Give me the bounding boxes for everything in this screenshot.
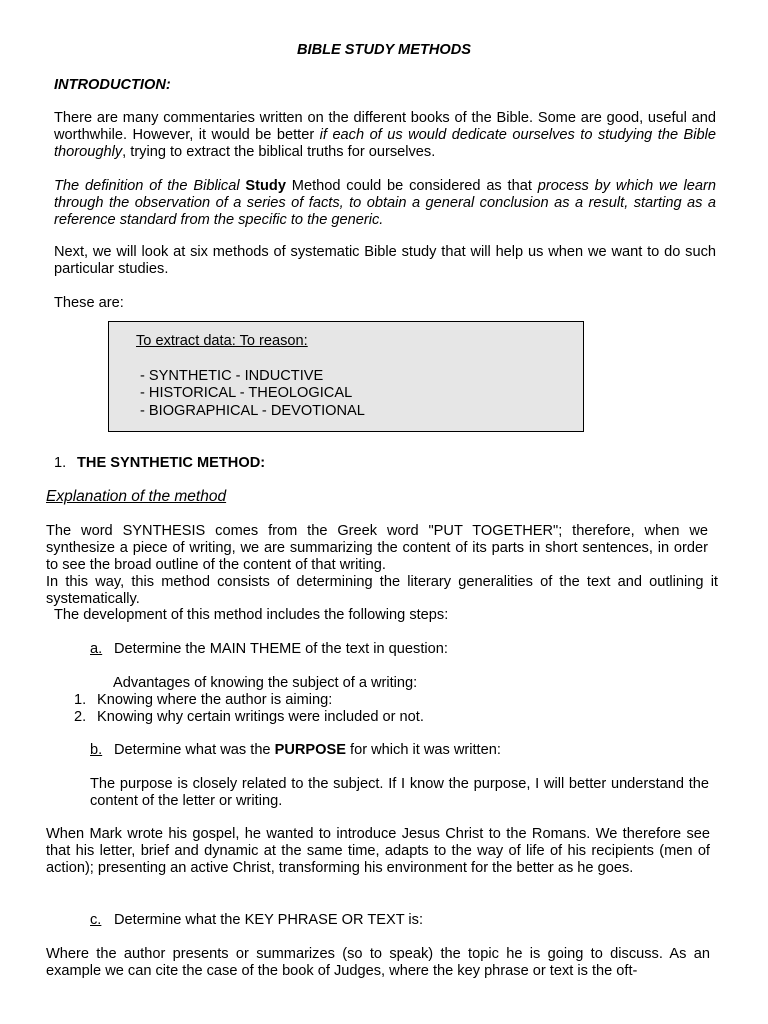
key-phrase-paragraph: Where the author presents or summarizes (so to speak) the topic he is going to discuss. As an example we can cite the case of the book of Judges, where the key phrase or text is the oft- xyxy=(46,946,710,979)
list-item: 1. Knowing where the author is aiming: xyxy=(74,692,333,708)
purpose-paragraph: The purpose is closely related to the subject. If I know the purpose, I will better understand the content of the letter or writing. xyxy=(90,776,709,809)
intro-paragraph-2: The definition of the Biblical Study Method could be considered as that process by which we learn through the observation of a series of facts, to obtain a general conclusion as a result, starting as a reference standard from the specific to the generic. xyxy=(54,178,716,228)
methods-box-item: - HISTORICAL - THEOLOGICAL xyxy=(140,385,353,401)
methods-box-title: To extract data: To reason: xyxy=(136,333,308,349)
methods-box xyxy=(108,321,584,432)
introduction-heading: INTRODUCTION: xyxy=(54,77,171,93)
document-title: BIBLE STUDY METHODS xyxy=(296,42,472,58)
explanation-heading: Explanation of the method xyxy=(46,488,227,505)
step-a: a. Determine the MAIN THEME of the text in question: xyxy=(90,641,448,657)
intro-paragraph-3: Next, we will look at six methods of systematic Bible study that will help us when we want to do such particular studies. xyxy=(54,244,716,277)
step-c: c. Determine what the KEY PHRASE OR TEXT is: xyxy=(90,912,424,928)
list-item: 2. Knowing why certain writings were included or not. xyxy=(74,709,424,725)
section-1-heading: 1. THE SYNTHETIC METHOD: xyxy=(54,455,266,471)
step-b: b. Determine what was the PURPOSE for which it was written: xyxy=(90,742,501,758)
mark-paragraph: When Mark wrote his gospel, he wanted to introduce Jesus Christ to the Romans. We therefore see that his letter, brief and dynamic at the same time, adapts to the way of life of his recipients (men of action); presenting an active Christ, transforming his environment for the better as he goes. xyxy=(46,826,710,876)
intro-paragraph-1: There are many commentaries written on the different books of the Bible. Some are good, useful and worthwhile. However, it would be better if each of us would dedicate ourselves to studying the Bible thoroughly, trying to extract the biblical truths for ourselves. xyxy=(54,110,716,160)
methods-box-item: - SYNTHETIC - INDUCTIVE xyxy=(140,368,324,384)
method-paragraph: In this way, this method consists of determining the literary generalities of the text and outlining it systematically. xyxy=(46,574,718,607)
advantages-heading: Advantages of knowing the subject of a writing: xyxy=(113,675,418,691)
intro-paragraph-4: These are: xyxy=(54,295,124,311)
synthesis-paragraph: The word SYNTHESIS comes from the Greek word "PUT TOGETHER"; therefore, when we synthesize a piece of writing, we are summarizing the content of its parts in short sentences, in order to see the broad outline of the content of that writing. xyxy=(46,523,708,573)
steps-intro: The development of this method includes the following steps: xyxy=(54,607,449,623)
methods-box-item: - BIOGRAPHICAL - DEVOTIONAL xyxy=(140,403,365,419)
